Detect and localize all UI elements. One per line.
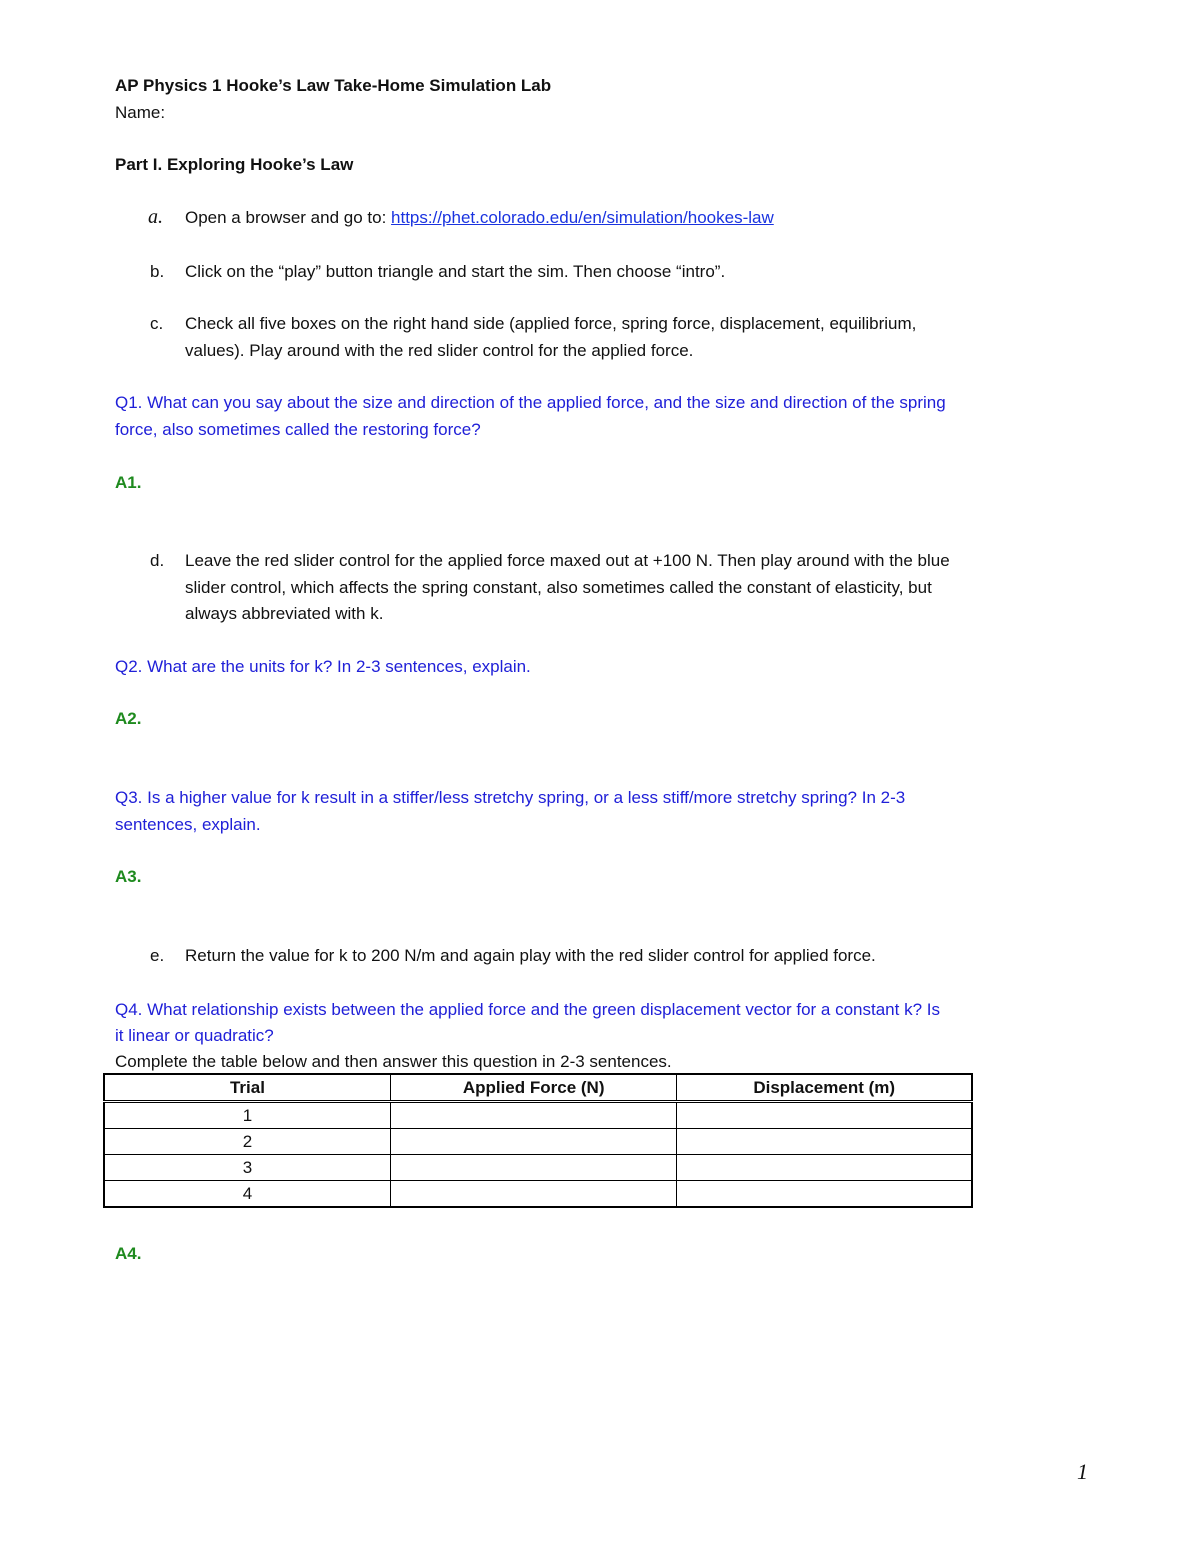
trial-cell: 4 — [104, 1181, 390, 1208]
answer-2-label: A2. — [115, 709, 142, 728]
header-trial: Trial — [104, 1074, 390, 1102]
step-d-line1: Leave the red slider control for the applied force maxed out at +100 N. Then play around with the blue — [185, 551, 950, 570]
trial-cell: 1 — [104, 1102, 390, 1129]
answer-1-label: A1. — [115, 473, 142, 492]
applied-force-cell[interactable] — [390, 1155, 676, 1181]
displacement-cell[interactable] — [677, 1181, 972, 1208]
question-4-label: Q4. — [115, 1000, 143, 1019]
table-row — [104, 1129, 972, 1155]
question-2: Q2. What are the units for k? In 2-3 sentences, explain. — [115, 657, 531, 676]
step-e-text: Return the value for k to 200 N/m and again play with the red slider control for applied force. — [185, 946, 876, 965]
trial-cell: 3 — [104, 1155, 390, 1181]
question-1-line2: force, also sometimes called the restoring force? — [115, 420, 481, 439]
page-number: 1 — [1077, 1459, 1088, 1484]
table-row — [104, 1102, 972, 1129]
question-3-line1: Q3. Is a higher value for k result in a stiffer/less stretchy spring, or a less stiff/more stretchy spring? In 2-3 — [115, 788, 906, 807]
question-2-label: Q2. — [115, 657, 143, 676]
step-b-text: Click on the “play” button triangle and start the sim. Then choose “intro”. — [185, 262, 726, 281]
displacement-cell[interactable] — [677, 1102, 972, 1129]
header-displacement: Displacement (m) — [677, 1074, 972, 1102]
data-table — [103, 1073, 973, 1208]
table-instructions: Complete the table below and then answer this question in 2-3 sentences. — [115, 1052, 672, 1071]
applied-force-cell[interactable] — [390, 1102, 676, 1129]
document-title: AP Physics 1 Hooke’s Law Take-Home Simulation Lab — [115, 76, 552, 95]
step-a-marker: a. — [148, 206, 163, 228]
step-c-line2: values). Play around with the red slider control for the applied force. — [185, 341, 694, 360]
step-c-line1: Check all five boxes on the right hand side (applied force, spring force, displacement, equilibrium, — [185, 314, 917, 333]
header-applied-force: Applied Force (N) — [390, 1074, 676, 1102]
step-d-line2: slider control, which affects the spring constant, also sometimes called the constant of elasticity, but — [185, 578, 932, 597]
question-3-label: Q3. — [115, 788, 143, 807]
phet-link[interactable]: https://phet.colorado.edu/en/simulation/hookes-law — [391, 208, 774, 227]
displacement-cell[interactable] — [677, 1155, 972, 1181]
displacement-cell[interactable] — [677, 1129, 972, 1155]
table-row — [104, 1181, 972, 1208]
answer-3-label: A3. — [115, 867, 142, 886]
question-1-label: Q1. — [115, 393, 143, 412]
part-heading: Part I. Exploring Hooke’s Law — [115, 155, 354, 174]
question-3-line2: sentences, explain. — [115, 815, 261, 834]
question-1-line1: Q1. What can you say about the size and direction of the applied force, and the size and direction of the spring — [115, 393, 946, 412]
name-label: Name: — [115, 103, 166, 122]
step-a-text: Open a browser and go to: — [185, 208, 392, 227]
table-header-row — [104, 1074, 972, 1102]
step-c-marker: c. — [150, 314, 164, 333]
trial-cell: 2 — [104, 1129, 390, 1155]
step-d-line3: always abbreviated with k. — [185, 604, 384, 623]
table-row — [104, 1155, 972, 1181]
question-4-line2: it linear or quadratic? — [115, 1026, 274, 1045]
question-4-line1: Q4. What relationship exists between the applied force and the green displacement vector for a constant k? Is — [115, 1000, 940, 1019]
applied-force-cell[interactable] — [390, 1181, 676, 1208]
step-e-marker: e. — [150, 946, 165, 965]
step-d-marker: d. — [150, 551, 165, 570]
answer-4-label: A4. — [115, 1244, 142, 1263]
applied-force-cell[interactable] — [390, 1129, 676, 1155]
step-b-marker: b. — [150, 262, 165, 281]
